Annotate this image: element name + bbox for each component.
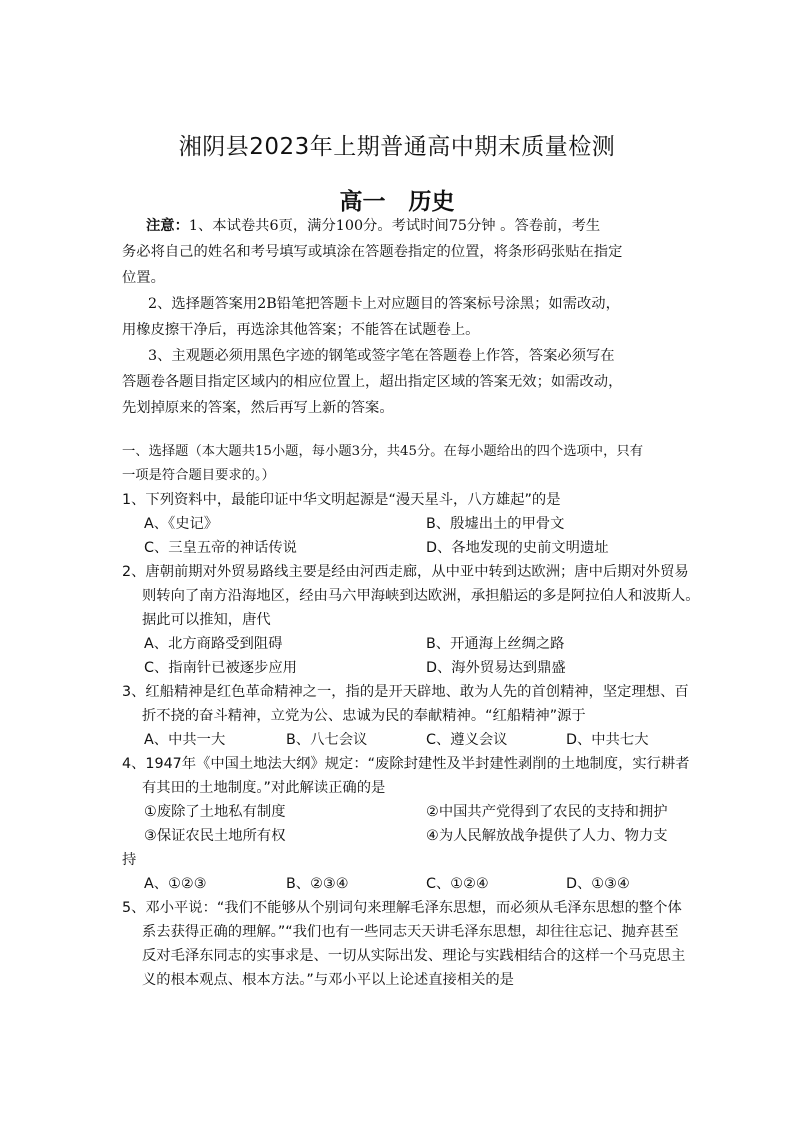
question-4-statement-2: ②中国共产党得到了农民的支持和拥护: [426, 804, 668, 820]
section-heading-line-2: 一项是符合题目要求的。）: [122, 468, 275, 483]
question-3-line-2: 折不挠的奋斗精神，立党为公、忠诚为民的奉献精神。“红船精神”源于: [142, 708, 586, 724]
notes-label: 注意：: [146, 218, 189, 234]
notes-line-5: 用橡皮擦干净后，再选涂其他答案；不能答在试题卷上。: [122, 322, 480, 338]
question-1-stem: 1、下列资料中，最能印证中华文明起源是“漫天星斗，八方雄起”的是: [122, 492, 561, 508]
question-3-option-c: C、遵义会议: [426, 732, 508, 748]
question-1-option-d: D、各地发现的史前文明遗址: [426, 540, 609, 556]
notes-line-4: 2、选择题答案用2B铅笔把答题卡上对应题目的答案标号涂黑；如需改动，: [148, 296, 620, 312]
question-4-option-d: D、①③④: [566, 876, 630, 892]
question-2-line-2: 则转向了南方沿海地区，经由马六甲海峡到达欧洲，承担船运的多是阿拉伯人和波斯人。: [142, 588, 700, 604]
question-4-line-1: 4、1947年《中国土地法大纲》规定：“废除封建性及半封建性剥削的土地制度，实行耕者: [122, 756, 690, 772]
question-4-option-a: A、①②③: [144, 876, 207, 892]
question-5-line-4: 义的根本观点、根本方法。”与邓小平以上论述直接相关的是: [142, 972, 514, 988]
question-2-line-3: 据此可以推知，唐代: [142, 612, 271, 628]
question-2-option-d: D、海外贸易达到鼎盛: [426, 660, 566, 676]
question-5-line-2: 系去获得正确的理解。”“我们也有一些同志天天讲毛泽东思想，却往往忘记、抛弃甚至: [142, 924, 679, 940]
section-heading-line-1: 一、选择题（本大题共15小题，每小题3分，共45分。在每小题给出的四个选项中，只有: [122, 444, 643, 459]
question-4-statement-3: ③保证农民土地所有权: [144, 828, 286, 844]
subject-title: 高一 历史: [339, 189, 455, 215]
question-2-option-c: C、指南针已被逐步应用: [144, 660, 297, 676]
question-2-option-a: A、北方商路受到阻碍: [144, 636, 283, 652]
question-4-statement-4-continued: 持: [122, 852, 137, 868]
question-3-option-d: D、中共七大: [566, 732, 649, 748]
question-5-line-1: 5、邓小平说：“我们不能够从个别词句来理解毛泽东思想，而必须从毛泽东思想的整个体: [122, 900, 682, 916]
question-2-option-b: B、开通海上丝绸之路: [426, 636, 565, 652]
notes-line-6: 3、主观题必须用黑色字迹的钢笔或签字笔在答题卷上作答，答案必须写在: [148, 348, 615, 364]
page-title: 湘阴县2023年上期普通高中期末质量检测: [178, 134, 616, 160]
question-4-option-b: B、②③④: [286, 876, 349, 892]
question-2-line-1: 2、唐朝前期对外贸易路线主要是经由河西走廊，从中亚中转到达欧洲；唐中后期对外贸易: [122, 564, 689, 580]
question-4-option-c: C、①②④: [426, 876, 489, 892]
question-5-line-3: 反对毛泽东同志的实事求是、一切从实际出发、理论与实践相结合的这样一个马克思主: [142, 948, 686, 964]
question-3-option-a: A、中共一大: [144, 732, 226, 748]
question-4-line-2: 有其田的土地制度。”对此解读正确的是: [142, 780, 386, 796]
question-1-option-b: B、殷墟出土的甲骨文: [426, 516, 565, 532]
question-3-line-1: 3、红船精神是红色革命精神之一，指的是开天辟地、敢为人先的首创精神，坚定理想、百: [122, 684, 689, 700]
question-1-option-a: A、《史记》: [144, 516, 219, 532]
notes-line-8: 先划掉原来的答案，然后再写上新的答案。: [122, 400, 394, 416]
question-4-statement-4: ④为人民解放战争提供了人力、物力支: [426, 828, 668, 844]
question-4-statement-1: ①废除了土地私有制度: [144, 804, 286, 820]
question-3-option-b: B、八七会议: [286, 732, 368, 748]
notes-line-3: 位置。: [122, 270, 165, 286]
notes-line-2: 务必将自己的姓名和考号填写或填涂在答题卷指定的位置，将条形码张贴在指定: [122, 244, 623, 260]
notes-line-7: 答题卷各题目指定区域内的相应位置上，超出指定区域的答案无效；如需改动，: [122, 374, 623, 390]
question-1-option-c: C、三皇五帝的神话传说: [144, 540, 297, 556]
notes-line-1: 注意：1、本试卷共6页，满分100分。考试时间75分钟 。答卷前，考生: [146, 218, 601, 234]
